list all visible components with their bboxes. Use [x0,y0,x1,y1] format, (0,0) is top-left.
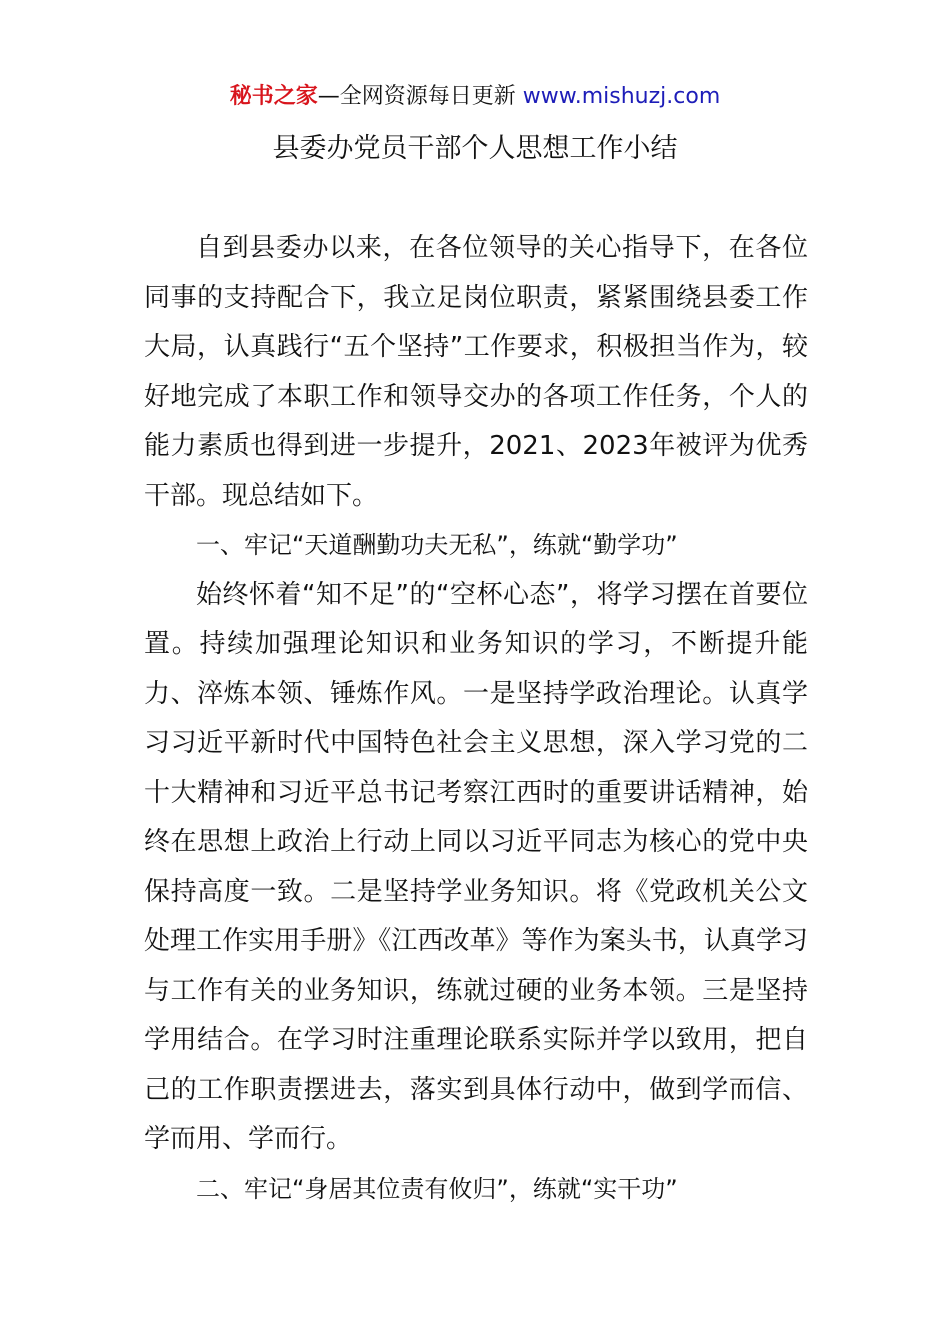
section-heading: 一、牢记“天道酬勤功夫无私”，练就“勤学功” [196,531,678,559]
document-body [144,224,808,1214]
brand-name: 秘书之家 [229,84,318,109]
site-tagline: —全网资源每日更新 [317,84,516,109]
section-paragraph: 始终怀着“知不足”的“空杯心态”，将学习摆在首要位置。持续加强理论知识和业务知识的学习，不断提升能力、淬炼本领、锤炼作风。一是坚持学政治理论。认真学习习近平新时代中国特色社会主义思想，深入学习党的二十大精神和习近平总书记考察江西时的重要讲话精神，始终在思想上政治上行动上同以习近平同志为核心的党中央保持高度一致。二是坚持学业务知识。将《党政机关公文处理工作实用手册》《江西改革》等作为案头书，认真学习与工作有关的业务知识，练就过硬的业务本领。三是坚持学用结合。在学习时注重理论联系实际并学以致用，把自己的工作职责摆进去，落实到具体行动中，做到学而信、学而用、学而行。 [144,579,808,1154]
site-url-link[interactable]: www.mishuzj.com [522,84,721,109]
document-title: 县委办党员干部个人思想工作小结 [272,133,678,164]
site-header [0,82,950,112]
section-heading: 二、牢记“身居其位责有攸归”，练就“实干功” [196,1174,678,1203]
intro-paragraph: 自到县委办以来，在各位领导的关心指导下，在各位同事的支持配合下，我立足岗位职责，紧紧围绕县委工作大局，认真践行“五个坚持”工作要求，积极担当作为，较好地完成了本职工作和领导交办的各项工作任务，个人的能力素质也得到进一步提升，2021、2023年被评为优秀干部。现总结如下。 [144,233,808,511]
